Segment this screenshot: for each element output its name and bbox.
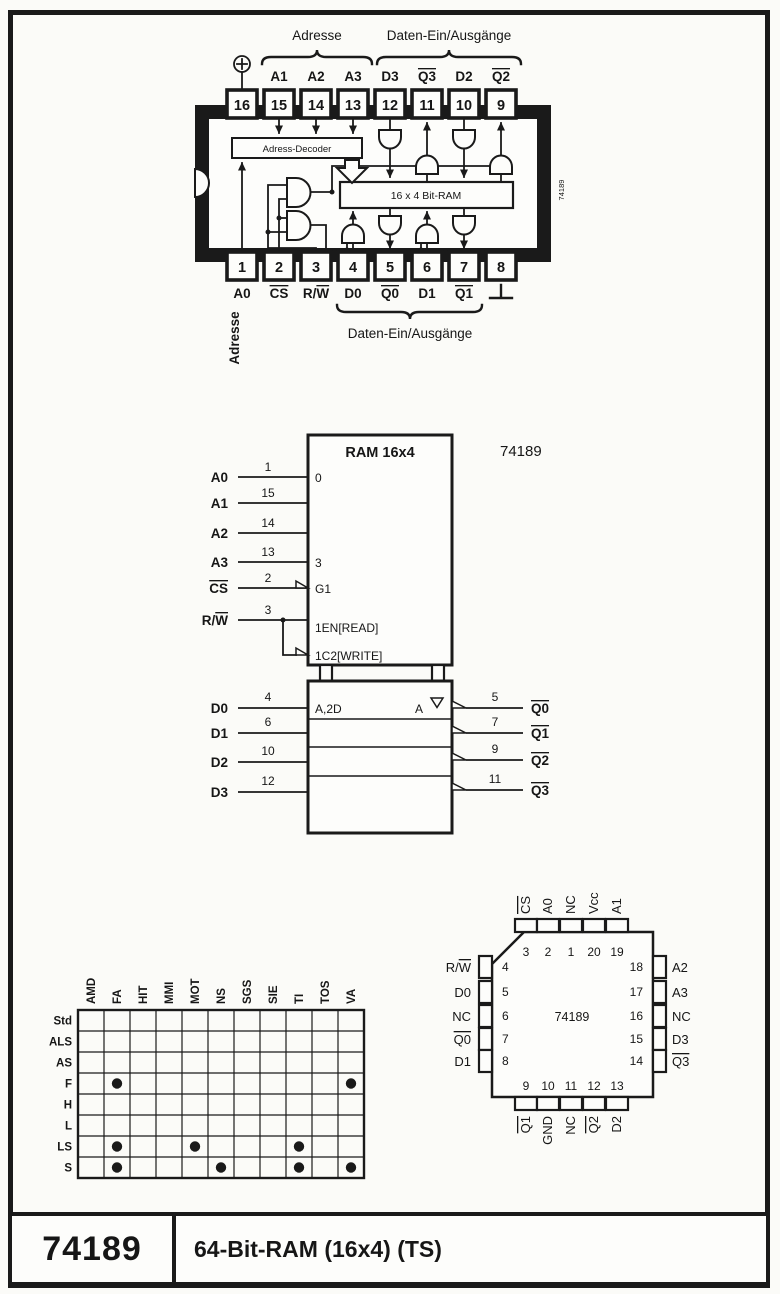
pin-number: 9 <box>496 98 506 114</box>
input-label: D0 <box>210 701 228 716</box>
pin-number: 4 <box>502 960 509 974</box>
footer-bar <box>8 1212 770 1286</box>
iec-tab-left <box>320 665 332 681</box>
matrix-column-label: HIT <box>138 985 150 1004</box>
iec-part-number: 74189 <box>500 443 542 460</box>
pin-name: A0 <box>540 898 555 914</box>
pin-number: 17 <box>629 985 643 999</box>
pin-name: D2 <box>609 1116 624 1133</box>
input-label: A1 <box>210 496 228 511</box>
pin-number: 10 <box>261 744 275 758</box>
iec-title: RAM 16x4 <box>345 445 415 461</box>
matrix-column-label: TI <box>294 993 306 1004</box>
plcc-pin-stub <box>560 919 582 932</box>
ground-icon <box>490 285 512 298</box>
pin-number: 15 <box>270 98 288 114</box>
plcc-pin-stub <box>537 919 559 932</box>
brace-bottom-daten <box>337 305 482 319</box>
pin-name: Q2 <box>491 69 511 84</box>
pin-number: 7 <box>491 715 499 729</box>
matrix-column-label: MOT <box>190 978 202 1004</box>
brace-top-adresse <box>262 50 372 64</box>
plcc-pin-stub <box>653 1028 666 1050</box>
pin-name: Q1 <box>454 286 474 301</box>
pin-number: 12 <box>261 774 275 788</box>
iec-array-right-label: A <box>415 702 424 716</box>
iec-array-left-label: A,2D <box>315 702 342 716</box>
pin-name: NC <box>452 1009 471 1024</box>
dip-group-daten-bottom-label: Daten-Ein/Ausgänge <box>347 326 473 341</box>
pin-name: A1 <box>270 69 288 84</box>
pin-number: 6 <box>264 715 272 729</box>
pin-name: D3 <box>672 1032 689 1047</box>
pin-number: 10 <box>541 1079 555 1093</box>
matrix-row-label: Std <box>53 1015 72 1028</box>
pin-name: A2 <box>307 69 325 84</box>
pin-number: 14 <box>307 98 325 114</box>
iec-tab-right <box>432 665 444 681</box>
pin-number: 4 <box>348 260 358 276</box>
pin-name: Vcc <box>586 892 601 914</box>
plcc-pin-stub <box>606 919 628 932</box>
matrix-column-label: SIE <box>268 985 280 1004</box>
polarity-icon <box>296 581 308 588</box>
pin-number: 10 <box>455 98 473 114</box>
pin-number: 12 <box>587 1079 601 1093</box>
input-label: CS <box>209 581 228 596</box>
matrix-column-label: SGS <box>242 979 254 1004</box>
pin-number: 4 <box>264 690 272 704</box>
dip-group-adresse-label: Adresse <box>292 28 342 43</box>
matrix-column-label: MMI <box>164 981 176 1004</box>
pin-name: D2 <box>455 69 473 84</box>
address-decoder-label: Adress-Decoder <box>262 144 332 155</box>
dip-adresse-vertical-label: Adresse <box>227 311 242 365</box>
pin-number: 1 <box>264 460 272 474</box>
input-label: D2 <box>210 755 228 770</box>
pin-number: 14 <box>629 1054 643 1068</box>
pin-name: A3 <box>344 69 362 84</box>
pin-number: 2 <box>274 260 284 276</box>
pin-number: 3 <box>264 603 272 617</box>
pin-number: 16 <box>233 98 251 114</box>
pin-number: 7 <box>459 260 469 276</box>
plcc-pin-stub <box>583 919 605 932</box>
pin-number: 9 <box>522 1079 530 1093</box>
pin-name: Q3 <box>417 69 437 84</box>
output-label: Q0 <box>531 701 550 716</box>
pin-number: 14 <box>261 516 275 530</box>
pin-number: 1 <box>237 260 247 276</box>
availability-dot <box>190 1141 200 1151</box>
pin-name: D0 <box>454 985 471 1000</box>
pin-name: Q0 <box>453 1032 471 1047</box>
pin-number: 1 <box>567 945 575 959</box>
pin-number: 16 <box>629 1009 643 1023</box>
input-label: D3 <box>210 785 228 800</box>
pin-number: 11 <box>488 772 502 786</box>
plcc-pin-stub <box>479 1050 492 1072</box>
matrix-column-label: NS <box>216 988 228 1004</box>
pin-name: A1 <box>609 898 624 914</box>
pin-name: A2 <box>672 960 688 975</box>
pin-name: NC <box>563 895 578 914</box>
plcc-pin-stub <box>653 1005 666 1027</box>
plcc-pin-stub <box>479 956 492 978</box>
pin-number: 19 <box>610 945 624 959</box>
input-label: A0 <box>210 470 228 485</box>
function-label: 1C2[WRITE] <box>315 649 383 663</box>
availability-dot <box>294 1162 304 1172</box>
plcc-pin-stub <box>583 1097 605 1110</box>
pin-name: Q1 <box>518 1116 533 1134</box>
pin-name: CS <box>518 895 533 914</box>
pin-number: 5 <box>385 260 395 276</box>
pin-number: 13 <box>610 1079 624 1093</box>
footer-description-text: 64-Bit-RAM (16x4) (TS) <box>194 1235 442 1262</box>
matrix-column-label: VA <box>346 988 358 1004</box>
plcc-pin-stub <box>653 956 666 978</box>
pin-name: GND <box>540 1116 555 1145</box>
pin-number: 2 <box>264 571 272 585</box>
availability-dot <box>112 1141 122 1151</box>
pin-name: R/W <box>302 286 330 301</box>
output-label: Q3 <box>531 783 550 798</box>
pin-number: 11 <box>564 1079 578 1093</box>
pin-number: 6 <box>422 260 432 276</box>
footer-description <box>176 1216 766 1282</box>
plcc-pin-stub <box>479 981 492 1003</box>
input-label: R/W <box>201 613 228 628</box>
availability-dot <box>216 1162 226 1172</box>
power-icon <box>234 56 250 90</box>
pin-number: 12 <box>381 98 399 114</box>
matrix-row-label: S <box>64 1162 72 1175</box>
pin-name: Q0 <box>380 286 400 301</box>
pin-name: NC <box>672 1009 691 1024</box>
pin-name: D1 <box>454 1054 471 1069</box>
availability-dot <box>294 1141 304 1151</box>
polarity-icon <box>452 783 466 790</box>
pin-number: 11 <box>419 98 435 114</box>
matrix-row-label: AS <box>56 1057 72 1070</box>
footer-part-number <box>12 1216 176 1282</box>
matrix-row-label: F <box>64 1078 72 1091</box>
matrix-column-label: AMD <box>86 977 98 1004</box>
availability-dot <box>112 1162 122 1172</box>
plcc-pin-stub <box>479 1005 492 1027</box>
plcc-diagram <box>446 892 691 1145</box>
plcc-pin-stub <box>515 919 537 932</box>
pin-name: NC <box>563 1116 578 1135</box>
pin-name: D0 <box>344 286 362 301</box>
polarity-icon <box>296 648 308 655</box>
pin-number: 15 <box>261 486 275 500</box>
input-label: D1 <box>210 726 228 741</box>
plcc-pin-stub <box>479 1028 492 1050</box>
pin-number: 15 <box>629 1032 643 1046</box>
pin-number: 20 <box>587 945 601 959</box>
pin-name: A0 <box>233 286 251 301</box>
pin-number: 2 <box>544 945 552 959</box>
pin-name: D3 <box>381 69 399 84</box>
pin-number: 9 <box>491 742 499 756</box>
pin-number: 18 <box>629 960 643 974</box>
polarity-icon <box>452 701 466 708</box>
input-label: A3 <box>210 555 228 570</box>
function-label: 1EN[READ] <box>315 621 379 635</box>
input-label: A2 <box>210 526 228 541</box>
plcc-part-number: 74189 <box>554 1010 590 1024</box>
pin-number: 13 <box>344 98 362 114</box>
pin-number: 3 <box>522 945 530 959</box>
pin-number: 5 <box>502 985 509 999</box>
plcc-pin-stub <box>515 1097 537 1110</box>
plcc-pin-stub <box>653 981 666 1003</box>
plcc-pin-stub <box>653 1050 666 1072</box>
output-label: Q2 <box>531 753 550 768</box>
pin-number: 8 <box>502 1054 509 1068</box>
pin-name: Q3 <box>672 1054 690 1069</box>
plcc-pin-stub <box>560 1097 582 1110</box>
function-label: 3 <box>315 556 322 570</box>
dip-side-part-number: 74189 <box>557 179 566 201</box>
polarity-icon <box>452 753 466 760</box>
plcc-pin-stub <box>606 1097 628 1110</box>
pin-number: 6 <box>502 1009 509 1023</box>
footer-part-text: 74189 <box>42 1229 142 1268</box>
availability-dot <box>112 1078 122 1088</box>
matrix-row-label: L <box>64 1120 72 1133</box>
ram-label: 16 x 4 Bit-RAM <box>390 190 462 202</box>
matrix-column-label: FA <box>112 989 124 1004</box>
pin-name: A3 <box>672 985 688 1000</box>
iec-write-branch <box>281 618 298 656</box>
matrix-row-label: ALS <box>49 1036 72 1049</box>
pin-number: 3 <box>311 260 321 276</box>
dip-diagram <box>195 28 566 365</box>
availability-dot <box>346 1078 356 1088</box>
availability-dot <box>346 1162 356 1172</box>
matrix-row-label: H <box>63 1099 72 1112</box>
availability-matrix <box>49 978 364 1178</box>
brace-top-daten <box>377 50 521 64</box>
pin-number: 8 <box>496 260 506 276</box>
matrix-column-label: TOS <box>320 980 332 1004</box>
pin-name: R/W <box>445 960 471 975</box>
plcc-pin-stub <box>537 1097 559 1110</box>
pin-number: 7 <box>502 1032 509 1046</box>
function-label: 0 <box>315 471 322 485</box>
iec-symbol <box>202 435 550 833</box>
pin-number: 5 <box>491 690 499 704</box>
dip-group-daten-label: Daten-Ein/Ausgänge <box>386 28 512 43</box>
polarity-icon <box>452 726 466 733</box>
pin-number: 13 <box>261 545 275 559</box>
function-label: G1 <box>315 582 332 596</box>
pin-name: CS <box>269 286 289 301</box>
output-label: Q1 <box>531 726 550 741</box>
pin-name: D1 <box>418 286 436 301</box>
pin-name: Q2 <box>586 1116 601 1134</box>
matrix-row-label: LS <box>57 1141 72 1154</box>
